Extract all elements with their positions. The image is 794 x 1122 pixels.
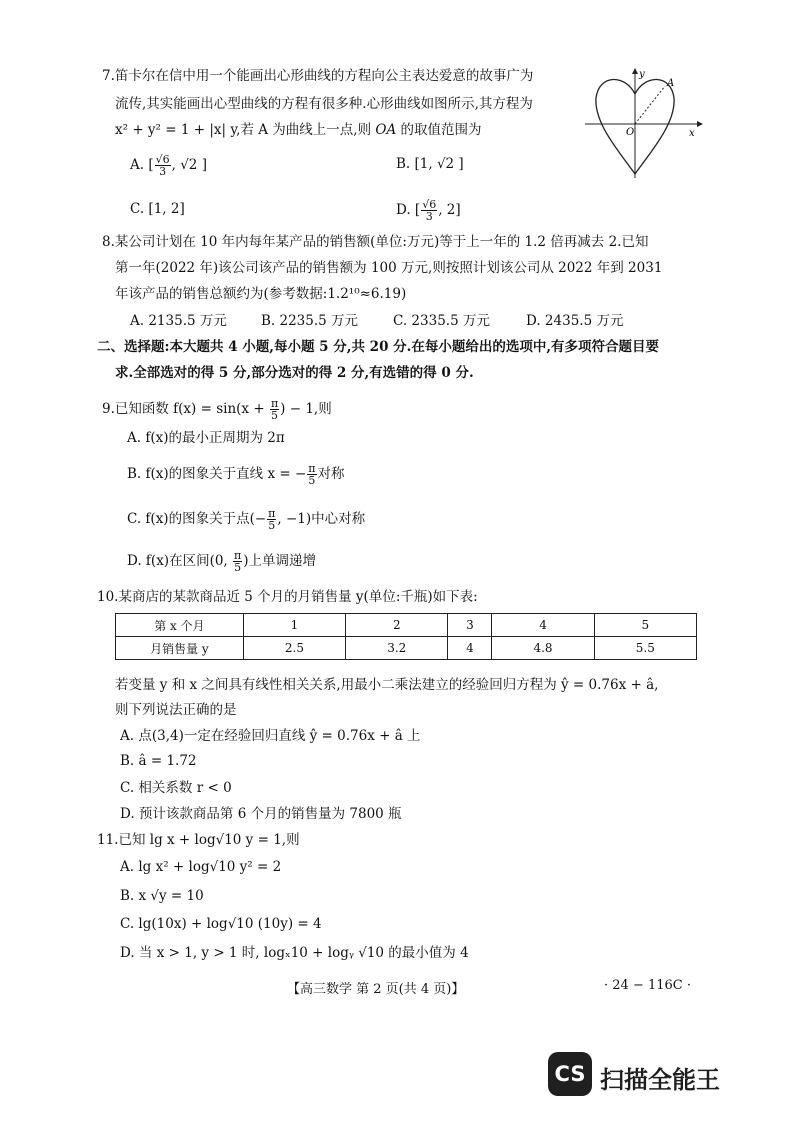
table-cell: 4 [448, 637, 492, 660]
heart-curve-figure [585, 66, 703, 180]
section2-heading-line1: 二、选择题:本大题共 4 小题,每小题 5 分,共 20 分.在每小题给出的选项中,有多项符合题目要 [97, 339, 660, 355]
label-x: x [689, 128, 695, 139]
q11-option-c: C. lg(10x) + log√10 (10y) = 4 [120, 916, 322, 932]
q11-stem: 11.已知 lg x + log√10 y = 1,则 [97, 832, 300, 848]
table-cell: 3.2 [346, 637, 448, 660]
label-o: O [626, 127, 635, 138]
q10-option-c: C. 相关系数 r < 0 [120, 780, 232, 796]
q9-option-c: C. f(x)的图象关于点(− $\frac{\pi}{5}$ , −1)中心对称 [127, 507, 366, 532]
table-cell: 1 [243, 614, 345, 637]
q8-line2: 第一年(2022 年)该公司该产品的销售额为 100 万元,则按照计划该公司从 2022 年到 2031 [115, 260, 663, 276]
q9-option-a: A. f(x)的最小正周期为 2π [127, 430, 285, 446]
q7-line1: 7.笛卡尔在信中用一个能画出心形曲线的方程向公主表达爱意的故事广为 [102, 68, 534, 84]
table-cell: 5.5 [594, 637, 696, 660]
q8-option-c: C. 2335.5 万元 [393, 313, 490, 329]
q11-option-b: B. x √y = 10 [120, 888, 204, 904]
q10-option-b: B. â = 1.72 [120, 753, 197, 769]
q10-stem: 10.某商店的某款商品近 5 个月的月销售量 y(单位:千瓶)如下表: [97, 589, 478, 605]
table-cell: 3 [448, 614, 492, 637]
y-axis-arrow [632, 68, 638, 74]
q7-line3: x² + y² = 1 + |x| y,若 A 为曲线上一点,则 OA 的取值范围为 [115, 122, 482, 138]
q7-option-c: C. [1, 2] [130, 201, 185, 217]
q11-option-d: D. 当 x > 1, y > 1 时, logₓ10 + logᵧ √10 的最小值为 4 [120, 945, 469, 961]
q7-line2: 流传,其实能画出心型曲线的方程有很多种.心形曲线如图所示,其方程为 [115, 96, 533, 112]
table-cell: 4.8 [492, 637, 594, 660]
q9-option-d: D. f(x)在区间(0, $\frac{\pi}{5}$ )上单调递增 [127, 549, 317, 574]
q10-option-a: A. 点(3,4)一定在经验回归直线 ŷ = 0.76x + â 上 [120, 728, 421, 744]
q8-option-a: A. 2135.5 万元 [130, 313, 227, 329]
section2-heading-line2: 求.全部选对的得 5 分,部分选对的得 2 分,有选错的得 0 分. [115, 365, 474, 381]
sales-table [115, 613, 697, 660]
table-row [116, 614, 697, 637]
q8-option-d: D. 2435.5 万元 [526, 313, 624, 329]
table-cell: 4 [492, 614, 594, 637]
q8-option-b: B. 2235.5 万元 [261, 313, 359, 329]
q9-option-b: B. f(x)的图象关于直线 x = − $\frac{\pi}{5}$ 对称 [127, 462, 345, 487]
label-a: A [667, 78, 675, 89]
segment-oa [635, 86, 665, 124]
camscanner-logo-icon: CS [548, 1052, 592, 1096]
x-axis-arrow [697, 121, 703, 127]
q10-text2: 则下列说法正确的是 [115, 702, 237, 718]
camscanner-watermark-text: 扫描全能王 [600, 1066, 720, 1094]
label-y: y [639, 69, 645, 80]
q8-line3: 年该产品的销售总额约为(参考数据:1.2¹⁰≈6.19) [115, 286, 407, 302]
table-row [116, 637, 697, 660]
table-cell: 2 [346, 614, 448, 637]
q10-option-d: D. 预计该款商品第 6 个月的销售量为 7800 瓶 [120, 806, 402, 822]
table-row-label: 第 x 个月 [116, 614, 244, 637]
table-cell: 5 [594, 614, 696, 637]
table-cell: 2.5 [243, 637, 345, 660]
table-row-label: 月销售量 y [116, 637, 244, 660]
q9-stem: 9.已知函数 f(x) = sin(x + $\frac{\pi}{5}$ ) − 1,则 [102, 397, 332, 422]
q8-line1: 8.某公司计划在 10 年内每年某产品的销售额(单位:万元)等于上一年的 1.2 倍再减去 2.已知 [102, 234, 649, 250]
paper-code: · 24 − 116C · [604, 978, 691, 993]
q7-option-d: D. [ $\frac{√6}{3}$ , 2] [396, 198, 461, 223]
q10-text1: 若变量 y 和 x 之间具有线性相关关系,用最小二乘法建立的经验回归方程为 ŷ = 0.76x + â, [115, 677, 659, 693]
q11-option-a: A. lg x² + log√10 y² = 2 [120, 859, 282, 875]
q7-option-a: A. [ $\frac{√6}{3}$ , √2 ] [130, 153, 207, 178]
page-footer: 【高三数学 第 2 页(共 4 页)】 [287, 982, 465, 997]
q7-option-b: B. [1, √2 ] [396, 156, 464, 172]
